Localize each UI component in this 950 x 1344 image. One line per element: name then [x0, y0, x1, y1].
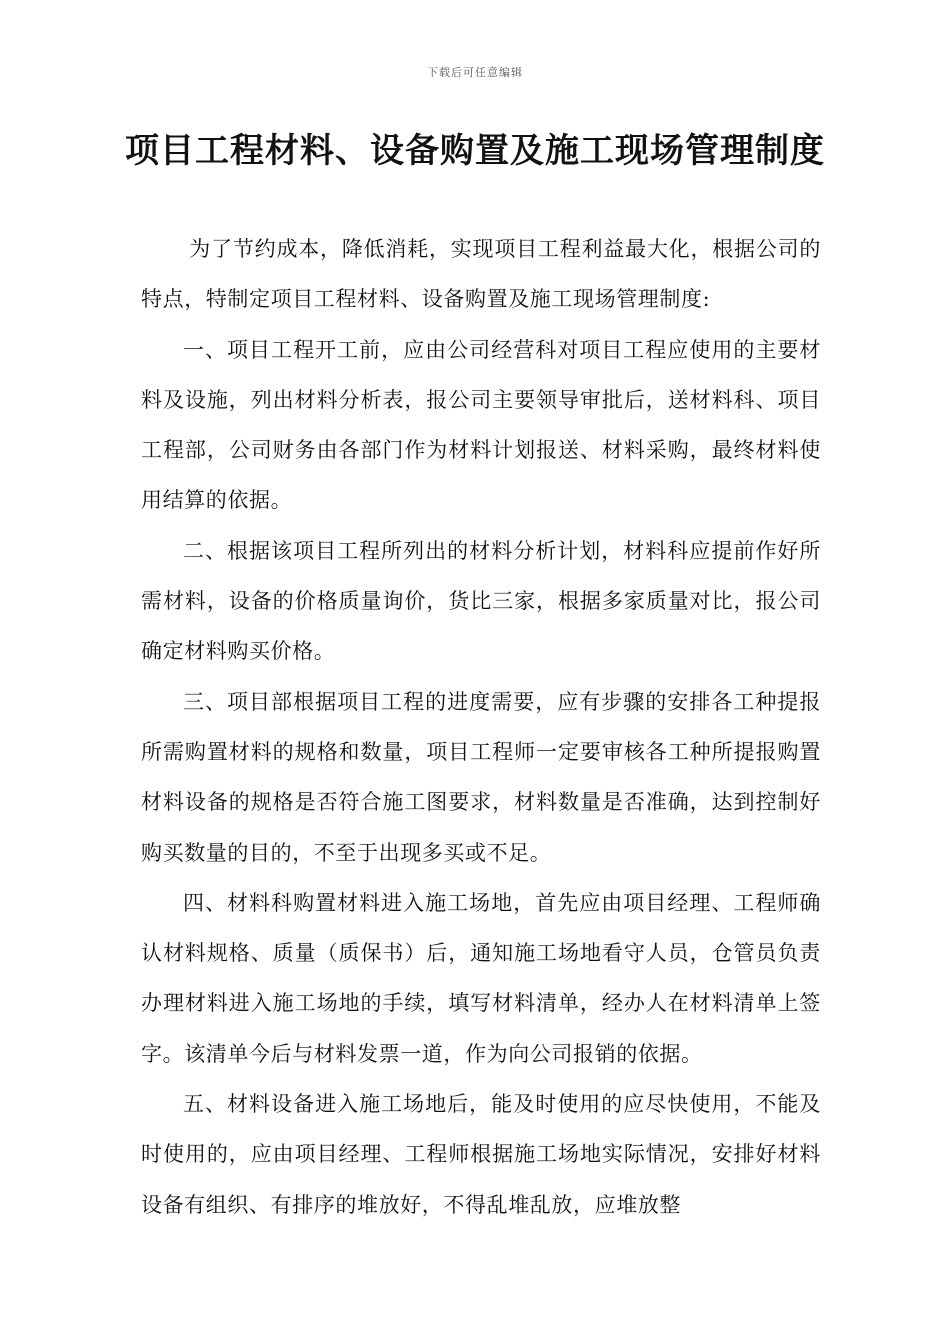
document-body	[141, 224, 821, 1230]
clause-3-paragraph: 三、项目部根据项目工程的进度需要，应有步骤的安排各工种提报所需购置材料的规格和数量，项目工程师一定要审核各工种所提报购置材料设备的规格是否符合施工图要求，材料数量是否准确，达到控制好购买数量的目的，不至于出现多买或不足。	[141, 689, 821, 865]
clause-2-paragraph: 二、根据该项目工程所列出的材料分析计划，材料科应提前作好所需材料，设备的价格质量询价，货比三家，根据多家质量对比，报公司确定材料购买价格。	[141, 538, 821, 664]
document-title: 项目工程材料、设备购置及施工现场管理制度	[125, 131, 825, 171]
intro-paragraph: 为了节约成本，降低消耗，实现项目工程利益最大化，根据公司的特点，特制定项目工程材料、设备购置及施工现场管理制度:	[141, 237, 821, 312]
clause-4-paragraph: 四、材料科购置材料进入施工场地，首先应由项目经理、工程师确认材料规格、质量（质保书）后，通知施工场地看守人员，仓管员负责办理材料进入施工场地的手续，填写材料清单，经办人在材料清单上签字。该清单今后与材料发票一道，作为向公司报销的依据。	[141, 890, 821, 1066]
clause-5-paragraph: 五、材料设备进入施工场地后，能及时使用的应尽快使用，不能及时使用的，应由项目经理、工程师根据施工场地实际情况，安排好材料设备有组织、有排序的堆放好，不得乱堆乱放，应堆放整	[141, 1092, 821, 1217]
clause-1-paragraph: 一、项目工程开工前，应由公司经营科对项目工程应使用的主要材料及设施，列出材料分析表，报公司主要领导审批后，送材料科、项目工程部，公司财务由各部门作为材料计划报送、材料采购，最终材料使用结算的依据。	[141, 337, 821, 513]
header-note: 下载后可任意编辑	[427, 66, 523, 79]
